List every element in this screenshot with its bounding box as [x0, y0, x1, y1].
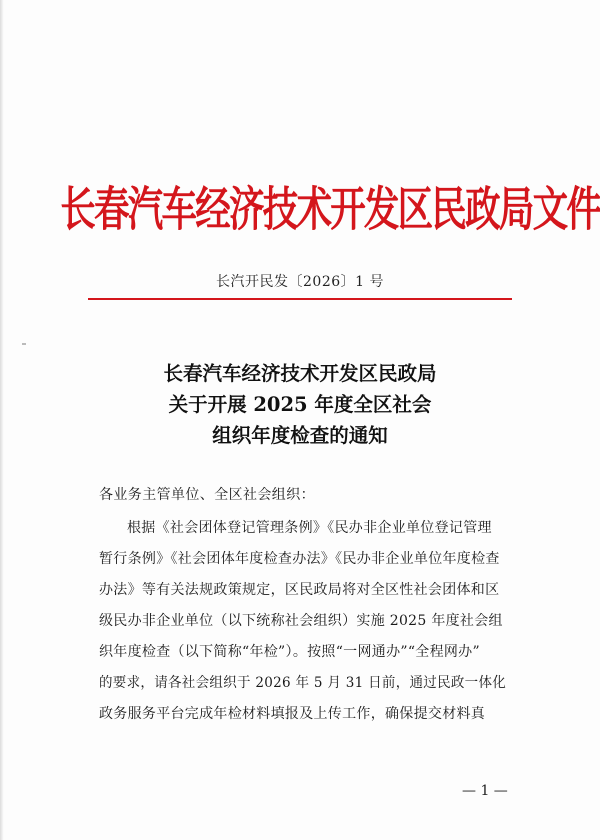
notice-title-line-3: 组织年度检查的通知	[212, 424, 388, 447]
notice-title-line-1: 长春汽车经济技术开发区民政局	[163, 362, 437, 385]
page-number: — 1 —	[462, 783, 508, 799]
salutation: 各业务主管单位、全区社会组织：	[99, 487, 315, 503]
body-line-3: 办法》等有关法规政策规定，区民政局将对全区性社会团体和区	[99, 582, 500, 598]
notice-title-line-2: 关于开展 2025 年度全区社会	[168, 393, 432, 416]
notice-title	[0, 358, 600, 451]
body-line-2: 暂行条例》《社会团体年度检查办法》《民办非企业单位年度检查	[99, 551, 500, 567]
body-line-1: 根据《社会团体登记管理条例》《民办非企业单位登记管理	[127, 520, 492, 536]
document-number: 长汽开民发〔2026〕1 号	[216, 274, 384, 290]
body-line-6: 的要求，请各社会组织于 2026 年 5 月 31 日前，通过民政一体化	[99, 675, 507, 691]
body-line-7: 政务服务平台完成年检材料填报及上传工作，确保提交材料真	[99, 706, 486, 722]
body-line-4: 级民办非企业单位（以下统称社会组织）实施 2025 年度社会组	[99, 613, 503, 629]
scan-speck	[22, 343, 26, 345]
red-divider-line	[88, 298, 512, 300]
agency-red-header: 长春汽车经济技术开发区民政局文件	[60, 182, 600, 238]
body-line-5: 织年度检查（以下简称“年检”）。按照“一网通办”“全程网办”	[99, 644, 480, 660]
